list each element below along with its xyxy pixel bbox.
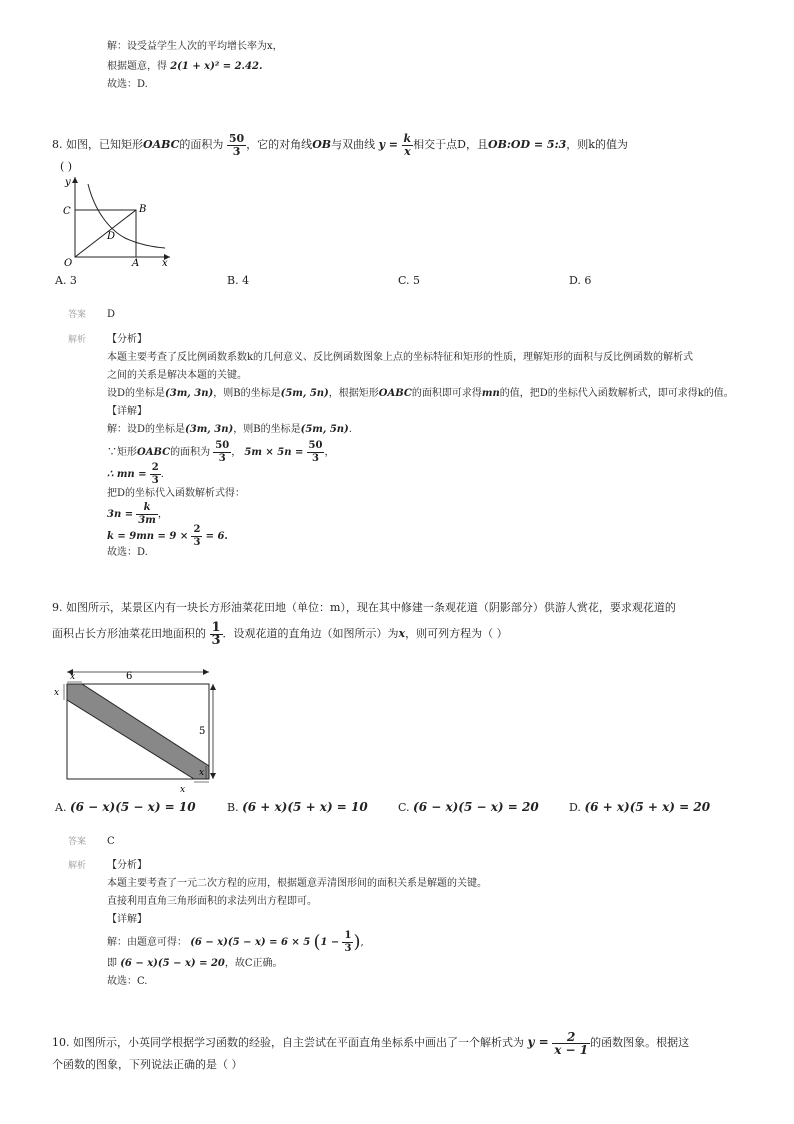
q10-eq-num: 2 (552, 1031, 590, 1044)
q9-analysis-label: 解析 (68, 861, 87, 871)
q9-analysis-line2: 直接利用直角三角形面积的求法列出方程即可。 (107, 896, 317, 907)
q8-d2a: ∵矩形 (107, 447, 137, 458)
q8-analysis-head: 【分析】 (107, 334, 147, 345)
q8-d5a: 3n = (107, 509, 134, 520)
q8-a3f: OABC (378, 388, 412, 399)
q8-option-d[interactable]: D. 6 (569, 274, 592, 287)
q8-stem-prefix: 8. 如图，已知矩形 (52, 138, 143, 151)
q9-answer-label: 答案 (68, 837, 87, 847)
q8-curve-den: x (404, 144, 411, 158)
q8-curve-fraction (402, 133, 414, 158)
q7-line2 (107, 60, 262, 74)
q8-diagonal: OB (312, 138, 332, 151)
q7-line1: 解：设受益学生人次的平均增长率为x， (107, 41, 283, 52)
q8-area-num: 50 (228, 131, 245, 145)
q9-option-c-letter: C. (398, 801, 410, 814)
q8-curve-lhs: y = (378, 138, 399, 151)
q9-option-d[interactable] (569, 800, 710, 815)
q8-d5-den: 3m (138, 515, 156, 526)
q9-label-x-bottom: x (180, 785, 186, 795)
q8-d6-num: 2 (193, 524, 201, 535)
q8-a3d: (5m, 5n) (280, 388, 329, 399)
q8-d6-fraction (191, 524, 202, 549)
q8-a3h: mn (481, 388, 500, 399)
q9-option-d-eq: (6 + x)(5 + x) = 20 (584, 800, 711, 814)
q8-area-fraction (227, 133, 246, 158)
q8-curve-num: k (403, 131, 412, 145)
q8-d5b: ， (157, 509, 168, 520)
q8-d6-den: 3 (193, 537, 201, 548)
q9-option-d-letter: D. (569, 801, 581, 814)
q9-stem2a: 面积占长方形油菜花田地面积的 (52, 627, 206, 640)
q10-eq-fraction (552, 1031, 590, 1056)
q8-stem-mid3: 与双曲线 (331, 138, 376, 151)
q9-d1-den: 3 (344, 943, 352, 954)
q9-stem2b: ．设观花道的直角边（如图所示）为 (222, 627, 399, 640)
q8-a3e: ，根据矩形 (328, 388, 379, 399)
q10-stem1b: 的函数图象。根据这 (590, 1036, 690, 1049)
q8-a3g: 的面积即可求得 (411, 388, 482, 399)
q8-diagonal-line (75, 210, 136, 257)
q8-stem-mid1: 的面积为 (179, 138, 224, 151)
q9-label-5: 5 (199, 726, 206, 737)
q8-d1d: (5m, 5n) (300, 424, 349, 435)
q8-label-C: C (63, 206, 71, 217)
q8-area-den: 3 (232, 144, 241, 158)
q9-detail-head: 【详解】 (107, 914, 147, 925)
q9-label-x-left: x (54, 688, 60, 698)
q8-stem-tail: ，则k的值为 (566, 138, 628, 151)
q8-detail-line7: 故选：D. (107, 547, 148, 558)
q8-d1a: 解：设D的坐标是 (107, 424, 186, 435)
q9-flower-path (67, 684, 209, 779)
q9-detail-line2 (107, 957, 283, 971)
q8-d5-num: k (136, 502, 158, 515)
q9-paren-close: ) (353, 931, 361, 953)
q9-option-b[interactable] (227, 800, 368, 815)
q9-detail-line3: 故选：C. (107, 976, 148, 987)
q8-y-arrow (72, 177, 78, 183)
q9-d2a: 即 (107, 958, 117, 969)
q9-d2b: (6 − x)(5 − x) = 20 (120, 958, 225, 969)
q8-d2-den2: 3 (312, 453, 319, 464)
q9-right-arrow-t (210, 684, 216, 690)
q7-equation: 2(1 + x)² = 2.42. (170, 61, 263, 72)
q8-d1e: . (348, 424, 352, 435)
q9-frac-num: 1 (211, 619, 221, 635)
q8-a3c: ，则B的坐标是 (213, 388, 281, 399)
q8-detail-head: 【详解】 (107, 406, 147, 417)
q8-d2-den: 3 (218, 453, 226, 464)
q8-d2-num2: 50 (308, 440, 323, 451)
q8-d2c: 的面积为 (170, 447, 211, 458)
q8-label-x: x (162, 258, 168, 267)
q9-d2c: ，故C正确。 (224, 958, 283, 969)
q8-answer-value: D (107, 309, 116, 320)
q8-detail-line1 (107, 423, 352, 437)
q9-label-x-right: x (199, 768, 205, 778)
q8-analysis-label: 解析 (68, 335, 87, 345)
q9-option-c-eq: (6 − x)(5 − x) = 20 (413, 800, 539, 814)
q9-option-b-letter: B. (227, 801, 239, 814)
q9-right-arrow-b (210, 773, 216, 779)
q8-label-B: B (139, 204, 147, 215)
q8-d6a: k = 9mn = 9 × (107, 531, 189, 542)
q8-analysis-line3 (107, 387, 734, 401)
q8-d2-fraction (213, 440, 231, 465)
q8-stem (52, 132, 628, 158)
q9-paren-open: ( (313, 931, 321, 953)
q8-option-a[interactable]: A. 3 (55, 274, 77, 287)
q9-d1-num: 1 (344, 930, 352, 941)
q8-figure (55, 172, 185, 267)
q8-analysis-line1: 本题主要考查了反比例函数系数k的几何意义、反比例函数图象上点的坐标特征和矩形的性质，理解矩形的面积与反比例函数的解析式 (107, 352, 694, 363)
q8-rect-name: OABC (143, 138, 180, 151)
q8-ratio: OB:OD = 5:3 (487, 138, 567, 151)
q8-label-O: O (64, 258, 73, 267)
q9-fraction (210, 619, 223, 648)
q9-stem-line1: 9. 如图所示，某景区内有一块长方形油菜花田地（单位：m），现在其中修建一条观花道（阴影部分）供游人赏花，要求观花道的 (52, 601, 676, 614)
q8-label-D: D (107, 231, 116, 242)
q8-answer-blank: ( ) (60, 160, 73, 173)
q8-d3-fraction (150, 462, 161, 487)
q8-d2d: ， (231, 447, 242, 458)
q8-detail-line3 (107, 462, 164, 487)
q9-analysis-line1: 本题主要考查了一元二次方程的应用，根据题意弄清图形间的面积关系是解题的关键。 (107, 878, 487, 889)
q9-var: x (398, 627, 406, 640)
q8-d3-den: 3 (151, 475, 159, 486)
q7-conclusion: 故选：D. (107, 79, 148, 90)
q8-d6b: = 6. (205, 531, 228, 542)
q8-d2-fraction2 (307, 440, 325, 465)
q9-frac-den: 3 (211, 632, 221, 648)
q8-d3b: . (160, 469, 164, 480)
q8-stem-mid2: ，它的对角线 (246, 138, 313, 151)
q9-option-a-letter: A. (55, 801, 67, 814)
q10-eq-den: x − 1 (554, 1042, 589, 1057)
q9-figure (50, 664, 220, 796)
q9-d1a: 解：由题意可得： (107, 937, 187, 948)
q8-answer-label: 答案 (68, 310, 87, 320)
q9-label-6: 6 (126, 671, 133, 682)
q8-option-b[interactable]: B. 4 (227, 274, 250, 287)
q7-line2-prefix: 根据题意，得 (107, 61, 167, 72)
q8-option-c[interactable]: C. 5 (398, 274, 421, 287)
q9-option-a-eq: (6 − x)(5 − x) = 10 (69, 800, 196, 814)
q10-eq-lhs: y = (527, 1035, 549, 1049)
q8-label-A: A (132, 258, 140, 267)
q9-top-arrow-r (203, 669, 209, 675)
q8-d1b: (3m, 3n) (185, 424, 234, 435)
q9-option-b-eq: (6 + x)(5 + x) = 10 (242, 800, 368, 814)
q8-stem-mid4: 相交于点D，且 (413, 138, 488, 151)
q10-stem-line1 (52, 1028, 689, 1057)
q8-d2b: OABC (137, 447, 171, 458)
q9-answer-value: C (107, 836, 115, 847)
q9-stem-line2 (52, 620, 508, 648)
q8-d2f: ， (324, 447, 335, 458)
q9-option-c[interactable] (398, 800, 539, 815)
q8-d2e: 5m × 5n = (244, 447, 304, 458)
q8-d2-num: 50 (215, 440, 230, 451)
q8-label-y: y (65, 177, 71, 188)
q9-detail-line1 (107, 930, 364, 955)
q9-d1b: (6 − x)(5 − x) = 6 × 5 (190, 937, 311, 948)
q8-analysis-line2: 之间的关系是解决本题的关键。 (107, 370, 247, 381)
q10-stem-line2: 个函数的图象，下列说法正确的是（ ） (52, 1058, 243, 1071)
q8-a3b: (3m, 3n) (165, 388, 214, 399)
q9-analysis-head: 【分析】 (107, 860, 147, 871)
q8-a3a: 设D的坐标是 (107, 388, 166, 399)
q9-stem2c: ，则可列方程为（ ） (405, 627, 508, 640)
q8-a3i: 的值，把D的坐标代入函数解析式，即可求得k的值。 (499, 388, 734, 399)
q9-label-x-top: x (70, 672, 76, 682)
q9-option-a[interactable] (55, 800, 196, 815)
q8-d1c: ，则B的坐标是 (233, 424, 301, 435)
q8-detail-line4: 把D的坐标代入函数解析式得： (107, 488, 246, 499)
q8-d3-num: 2 (151, 462, 159, 473)
q9-d1d: , (360, 937, 364, 948)
q10-stem1a: 10. 如图所示，小英同学根据学习函数的经验，自主尝试在平面直角坐标系中画出了一个解析式为 (52, 1036, 524, 1049)
q9-d1-fraction (342, 930, 353, 955)
q8-d3a: ∴ mn = (107, 469, 147, 480)
q9-d1c: 1 − (320, 937, 340, 948)
